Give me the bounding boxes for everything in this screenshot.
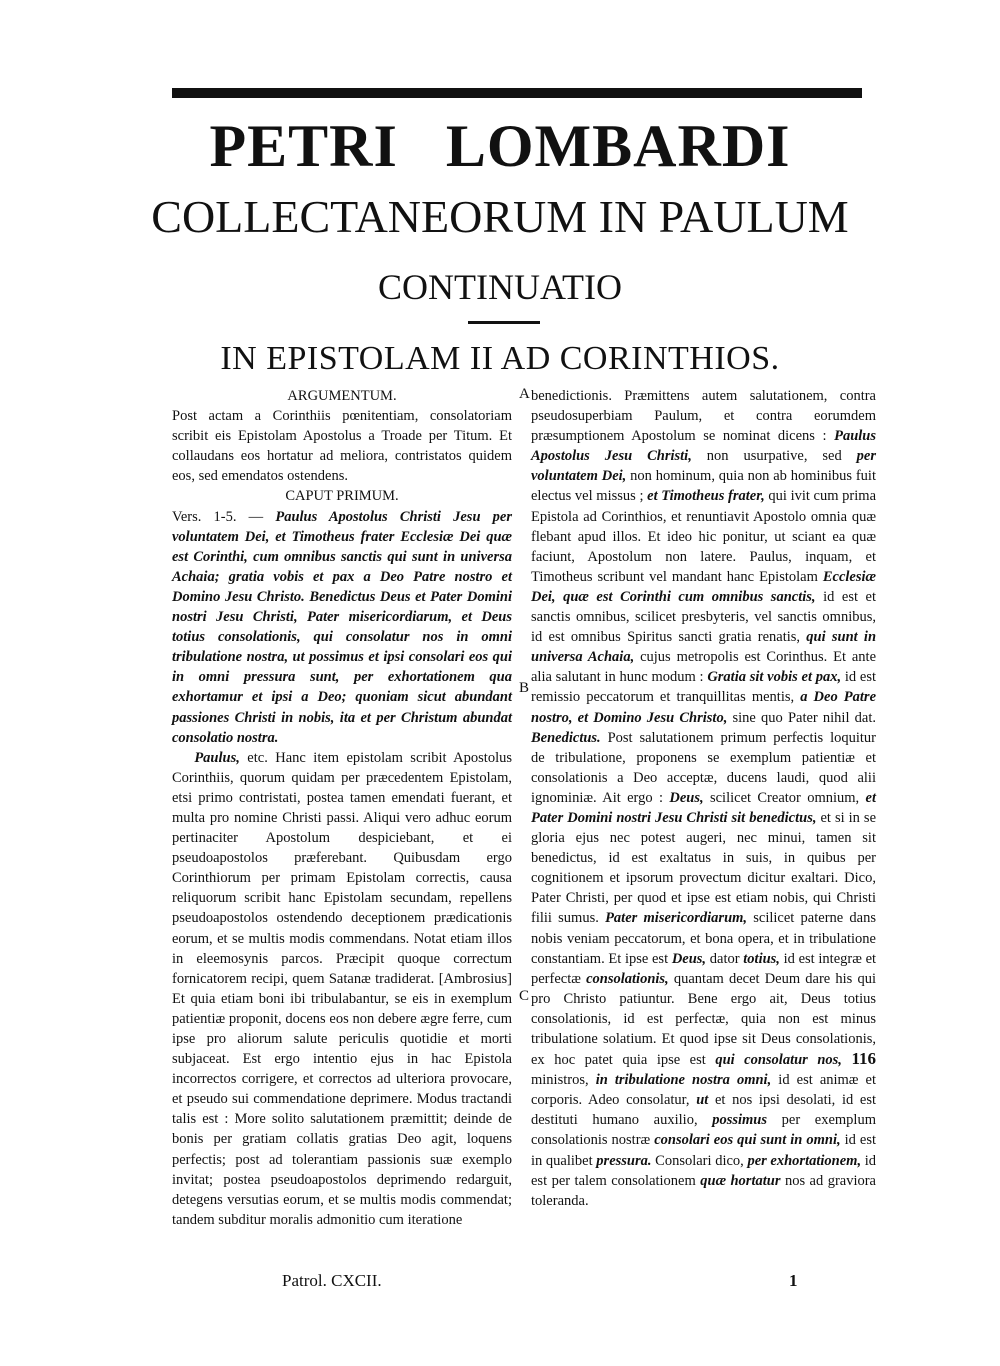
- italic-segment: Pater misericordiarum,: [605, 910, 748, 927]
- commentary-paragraph: [172, 748, 512, 1230]
- top-rule: [172, 88, 862, 98]
- italic-segment: Paulus Apostolus Jesu Christi,: [531, 428, 877, 465]
- text-segment: id est remissio peccatorum et tranquillitas mentis,: [531, 669, 877, 706]
- italic-segment: Benedictus.: [531, 729, 601, 746]
- italic-segment: ut: [696, 1092, 709, 1109]
- italic-segment: totius,: [743, 950, 780, 967]
- text-segment: et si in se gloria ejus nec potest augeri, nec minui, tamen sit benedictus, id est exaltatus in suis, in quibus per cognitionem et ipsorum provectum dicitur exaltari. Dico, Pater Christi, per quod et ipse est etiam nobis, qui Christi filii sumus.: [531, 809, 877, 927]
- text-segment: qui ivit cum prima Epistola ad Corinthios, et renuntiavit Apostolo omnia quæ flebant apud illos. Et ideo hic ponitur, ut sciant ea quæ faciunt, Apostolum non latere. Paulus, inquam, et Timotheus scribunt vel mandant hanc Epistolam: [531, 488, 877, 585]
- title-continuatio: CONTINUATIO: [378, 267, 622, 307]
- italic-segment: et Pater Domini nostri Jesu Christi sit benedictus,: [531, 789, 877, 826]
- italic-segment: consolationis,: [586, 970, 669, 987]
- text-segment: id est et sanctis omnibus, scilicet presbyteris, vel sanctis omnibus, id est omnibus Spiritus sancti gratia renatis,: [531, 588, 877, 646]
- text-segment: ministros,: [531, 1072, 589, 1089]
- italic-segment: per voluntatem Dei,: [531, 448, 877, 485]
- italic-segment: qui consolatur nos,: [715, 1052, 842, 1069]
- title-author: PETRI LOMBARDI: [209, 113, 791, 179]
- middle-rule: [468, 321, 540, 324]
- text-segment: id est in qualibet: [531, 1132, 876, 1169]
- italic-segment: Deus,: [671, 950, 707, 967]
- margin-marker-a: A: [519, 386, 530, 402]
- text-segment: Post salutationem primum perfectis loquitur de tribulatione, proponens se exemplum patientiæ et consolationis a Deo acceptæ, ducens laudi, quod alii ignominiæ. Ait ergo :: [531, 729, 877, 806]
- text-segment: non usurpative, sed: [706, 448, 842, 465]
- italic-segment: Gratia sit vobis et pax,: [707, 669, 842, 686]
- commentary-lead: Paulus,: [194, 749, 240, 766]
- text-segment: dator: [709, 950, 740, 967]
- italic-segment: consolari eos qui sunt in omni,: [654, 1132, 841, 1149]
- argumentum-heading: ARGUMENTUM.: [287, 388, 397, 404]
- text-segment: quantam decet Deum dare his qui pro Christo patiuntur. Bene ergo ait, Deus totius consolationis, id est perfectæ, quia non est minus tribulatione solatium. Et quod ipse sit Deus consolationis, ex hoc patet quia ipse est: [531, 970, 877, 1069]
- text-segment: per exemplum consolationis nostræ: [531, 1112, 876, 1149]
- text-segment: id est per talem consolationem: [531, 1152, 877, 1189]
- margin-marker-c: C: [519, 988, 530, 1004]
- italic-segment: pressura.: [596, 1152, 652, 1169]
- page-number: 1: [789, 1271, 798, 1290]
- text-segment: cujus metropolis est Corinthus. Et ante alia salutant in hunc modum :: [531, 649, 876, 686]
- footer-signature: Patrol. CXCII.: [282, 1271, 382, 1290]
- epistle-heading: IN EPISTOLAM II AD CORINTHIOS.: [220, 340, 780, 377]
- italic-segment: possimus: [712, 1112, 768, 1129]
- left-column: [172, 386, 512, 1230]
- title-work: COLLECTANEORUM IN PAULUM: [151, 191, 849, 242]
- verse-text: Paulus Apostolus Christi Jesu per voluntatem Dei, et Timotheus frater Ecclesiæ Dei quæ est Corinthi, cum omnibus sanctis qui sunt in universa Achaia; gratia vobis et pax a Deo Patre nostro et Domino Jesu Christo. Benedictus Deus et Pater Domini nostri Jesu Christi, Pater misericordiarum, et Deus totius consolationis, qui consolatur nos in omni tribulatione nostra, ut possimus et ipsi consolari eos qui in omni pressura sunt, per exhortationem qua exhortamur et ipsi a Deo; quoniam sicut abundant passiones Christi in nobis, ita et per Christum abundat consolatio nostra.: [172, 508, 513, 746]
- text-segment: nos ad graviora toleranda.: [531, 1172, 876, 1209]
- italic-segment: Deus,: [669, 789, 704, 806]
- right-paragraph: [531, 386, 876, 1211]
- text-segment: scilicet Creator omnium,: [709, 789, 860, 806]
- verse-paragraph: [172, 507, 512, 748]
- text-segment: id est animæ et corporis. Adeo consolatur,: [531, 1072, 877, 1109]
- verse-label: Vers. 1-5. —: [172, 508, 264, 525]
- right-column: [531, 386, 876, 1211]
- italic-segment: Ecclesiæ Dei, quæ est Corinthi cum omnibus sanctis,: [531, 568, 876, 605]
- inset-number: 116: [851, 1049, 876, 1069]
- italic-segment: a Deo Patre nostro, et Domino Jesu Christo,: [531, 689, 877, 726]
- argumentum-text: Post actam a Corinthiis pœnitentiam, consolatoriam scribit eis Epistolam Apostolus a Troade per Titum. Et collaudans eos hortatur ad meliora, contristatos quidem eos, sed emendatos ostendens.: [172, 408, 512, 485]
- text-segment: scilicet paterne dans nobis veniam peccatorum, et bona opera, et in tribulatione constantiam. Et ipse est: [531, 910, 877, 967]
- italic-segment: qui sunt in universa Achaia,: [531, 629, 877, 666]
- text-segment: Consolari dico,: [655, 1152, 744, 1169]
- commentary-text: etc. Hanc item epistolam scribit Apostolus Corinthiis, quorum quidam per præcedentem Epistolam, etsi primo contristati, postea tamen emendati fuerant, et multa pro nomine Christi passi. Aliqui vero adhuc eorum pertinaciter Apostolum despiciebant, et ei pseudoapostolos præferebant. Quibusdam ergo Corinthiorum per primam Epistolam correctis, causa reliquorum scribit hanc Epistolam secundam, repellens pseudoapostolos ostendendo deceptionem prædicationis eorum, et se multis modis commendans. Notat etiam illos in eleemosynis parcos. Præcipit quoque correctum fornicatorem recipi, quem Satanæ tradiderat. [Ambrosius] Et quia etiam boni ibi tribulabantur, se eis in exemplum patientiæ proponit, docens eos non debere ægre ferre, cum ipse pro aliorum salute periculis quotidie et morti subjaceat. Est ergo intentio ejus in hac Epistola incorrectos corrigere, et correctos ad ulteriora provocare, et pseudo sui commendatione deprimere. Modus tractandi talis est : More solito salutationem præmittit; deinde de bonis per gratiam collatis gratias Deo agit, loquens perfectis; post ad tolerantiam passionis suæ exemplo invitat; postea pseudoapostolos deprimendo redarguit, detegens versutias eorum, et se multis modis commendat; tandem subditur moralis admonitio cum iteratione: [172, 749, 513, 1228]
- margin-marker-b: B: [519, 680, 530, 696]
- text-segment: benedictionis. Præmittens autem salutationem, contra pseudosuperbiam Paulum, et contra eorumdem præsumptionem Apostolum se nominat dicens :: [531, 388, 876, 445]
- italic-segment: per exhortationem,: [747, 1152, 862, 1169]
- text-segment: et nos ipsi desolati, id est destituti humano auxilio,: [531, 1092, 877, 1129]
- text-segment: sine quo Pater nihil dat.: [732, 709, 876, 726]
- italic-segment: et Timotheus frater,: [647, 488, 765, 505]
- italic-segment: in tribulatione nostra omni,: [595, 1072, 772, 1089]
- caput-heading: CAPUT PRIMUM.: [285, 488, 399, 505]
- italic-segment: quæ hortatur: [700, 1172, 781, 1189]
- text-segment: non hominum, quia non ab hominibus fuit electus vel missus ;: [531, 468, 876, 505]
- text-segment: id est integræ et perfectæ: [531, 950, 877, 987]
